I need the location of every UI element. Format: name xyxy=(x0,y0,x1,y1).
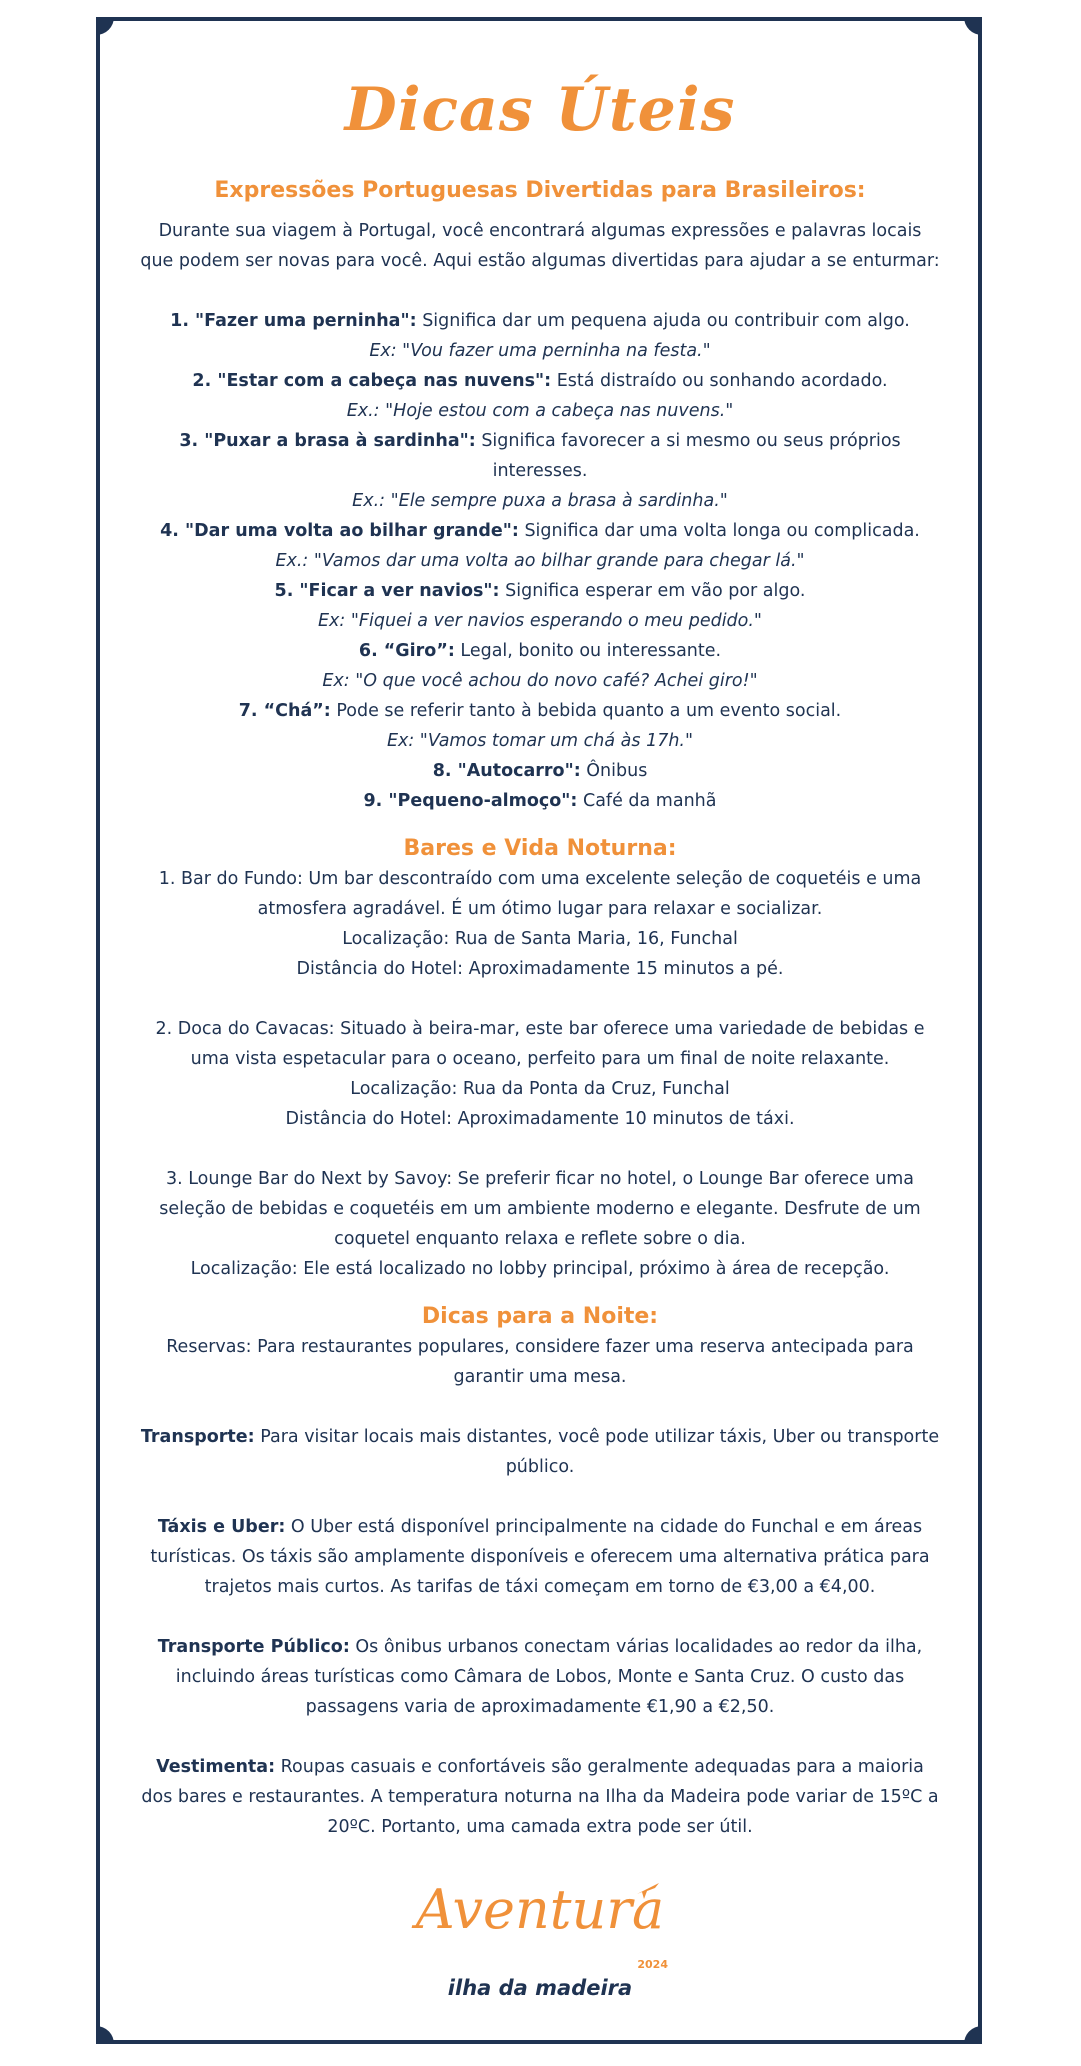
expression-example: Ex.: "Vamos dar uma volta ao bilhar grande para chegar lá." xyxy=(275,551,805,571)
expression-meaning: Legal, bonito ou interessante. xyxy=(454,641,722,661)
logo-year: 2024 xyxy=(637,1958,668,1971)
expression-term: 4. "Dar uma volta ao bilhar grande": xyxy=(160,521,519,541)
expression-meaning: Significa dar um pequena ajuda ou contribuir com algo. xyxy=(416,311,910,331)
expression-meaning: Significa dar uma volta longa ou complicada. xyxy=(518,521,920,541)
expression-meaning: Café da manhã xyxy=(577,791,717,811)
bar-2-location: Localização: Rua da Ponta da Cruz, Funchal xyxy=(350,1079,730,1099)
tip-reservas: Reservas: Para restaurantes populares, considere fazer uma reserva antecipada para garantir uma mesa. xyxy=(166,1337,914,1387)
tip-text: O Uber está disponível principalmente na cidade do Funchal e em áreas turísticas. Os táxis são amplamente disponíveis e oferecem uma alternativa prática para trajetos mais curtos. As tarifas de táxi começam em torno de €3,00 a €4,00. xyxy=(150,1517,930,1597)
expression-example: Ex: "Vamos tomar um chá às 17h." xyxy=(386,731,694,751)
frame-corner xyxy=(964,2026,982,2044)
expression-item xyxy=(140,576,940,606)
logo-wordmark: Aventura xyxy=(415,1878,665,1941)
expression-item xyxy=(140,786,940,816)
expression-meaning: Está distraído ou sonhando acordado. xyxy=(551,371,888,391)
bar-1-description: 1. Bar do Fundo: Um bar descontraído com uma excelente seleção de coquetéis e uma atmosfera agradável. É um ótimo lugar para relaxar e socializar. xyxy=(158,869,922,919)
expression-meaning: Ônibus xyxy=(580,761,648,781)
expression-item xyxy=(140,696,940,726)
expression-example: Ex: "Fiquei a ver navios esperando o meu pedido." xyxy=(318,611,762,631)
main-content xyxy=(140,60,940,1842)
expressions-intro: Durante sua viagem à Portugal, você encontrará algumas expressões e palavras locais que podem ser novas para você. Aqui estão algumas divertidas para ajudar a se enturmar: xyxy=(140,221,940,271)
expression-item xyxy=(140,756,940,786)
tip-label: Vestimenta: xyxy=(156,1757,276,1777)
tip-taxi-uber xyxy=(140,1512,940,1602)
frame-corner xyxy=(96,17,114,35)
expression-example: Ex.: "Ele sempre puxa a brasa à sardinha." xyxy=(352,491,728,511)
expression-meaning: Significa favorecer a si mesmo ou seus próprios interesses. xyxy=(475,431,901,481)
expression-example: Ex: "Vou fazer uma perninha na festa." xyxy=(369,341,711,361)
logo-subtitle: ilha da madeira xyxy=(447,1976,633,2000)
expression-item xyxy=(140,516,940,546)
tip-text: Os ônibus urbanos conectam várias localidades ao redor da ilha, incluindo áreas turísticas como Câmara de Lobos, Monte e Santa Cruz. O custo das passagens varia de aproximadamente €1,90 a €2,50. xyxy=(175,1637,923,1717)
tip-transporte xyxy=(140,1422,940,1482)
expressions-heading: Expressões Portuguesas Divertidas para Brasileiros: xyxy=(214,178,866,203)
aventura-logo xyxy=(400,1880,680,2010)
night-heading: Dicas para a Noite: xyxy=(421,1304,659,1329)
expression-item xyxy=(140,366,940,396)
tip-vestimenta xyxy=(140,1752,940,1842)
expression-term: 3. "Puxar a brasa à sardinha": xyxy=(179,431,476,451)
bar-1-location: Localização: Rua de Santa Maria, 16, Funchal xyxy=(342,929,738,949)
expression-term: 9. "Pequeno-almoço": xyxy=(363,791,578,811)
expression-example: Ex.: "Hoje estou com a cabeça nas nuvens." xyxy=(346,401,734,421)
page-title: Dicas Úteis xyxy=(344,75,736,145)
expression-term: 8. "Autocarro": xyxy=(432,761,581,781)
expression-term: 7. “Chá”: xyxy=(238,701,331,721)
bar-2-description: 2. Doca do Cavacas: Situado à beira-mar, este bar oferece uma variedade de bebidas e uma vista espetacular para o oceano, perfeito para um final de noite relaxante. xyxy=(155,1019,925,1069)
bar-1-distance: Distância do Hotel: Aproximadamente 15 minutos a pé. xyxy=(296,959,784,979)
tip-label: Táxis e Uber: xyxy=(157,1517,286,1537)
expression-example: Ex: "O que você achou do novo café? Achei giro!" xyxy=(322,671,758,691)
tip-label: Transporte Público: xyxy=(157,1637,350,1657)
tip-transporte-publico xyxy=(140,1632,940,1722)
frame-corner xyxy=(96,2026,114,2044)
expression-term: 5. "Ficar a ver navios": xyxy=(274,581,500,601)
bar-2-distance: Distância do Hotel: Aproximadamente 10 minutos de táxi. xyxy=(285,1109,795,1129)
expression-meaning: Significa esperar em vão por algo. xyxy=(499,581,806,601)
tip-label: Transporte: xyxy=(140,1427,255,1447)
frame-corner xyxy=(964,17,982,35)
expression-meaning: Pode se referir tanto à bebida quanto a um evento social. xyxy=(330,701,842,721)
bar-3-description: 3. Lounge Bar do Next by Savoy: Se preferir ficar no hotel, o Lounge Bar oferece uma seleção de bebidas e coquetéis em um ambiente moderno e elegante. Desfrute de um coquetel enquanto relaxa e reflete sobre o dia. xyxy=(159,1169,921,1249)
expression-item xyxy=(140,306,940,336)
expression-term: 1. "Fazer uma perninha": xyxy=(170,311,417,331)
expression-item xyxy=(140,636,940,666)
bar-3-location: Localização: Ele está localizado no lobby principal, próximo à área de recepção. xyxy=(190,1259,890,1279)
expression-term: 2. "Estar com a cabeça nas nuvens": xyxy=(192,371,552,391)
expressions-list xyxy=(140,306,940,816)
expression-term: 6. “Giro”: xyxy=(358,641,455,661)
tip-text: Roupas casuais e confortáveis são geralmente adequadas para a maioria dos bares e restaurantes. A temperatura noturna na Ilha da Madeira pode variar de 15ºC a 20ºC. Portanto, uma camada extra pode ser útil. xyxy=(141,1757,939,1837)
tip-text: Para visitar locais mais distantes, você pode utilizar táxis, Uber ou transporte público. xyxy=(254,1427,940,1477)
bars-heading: Bares e Vida Noturna: xyxy=(403,836,677,861)
expression-item xyxy=(140,426,940,486)
